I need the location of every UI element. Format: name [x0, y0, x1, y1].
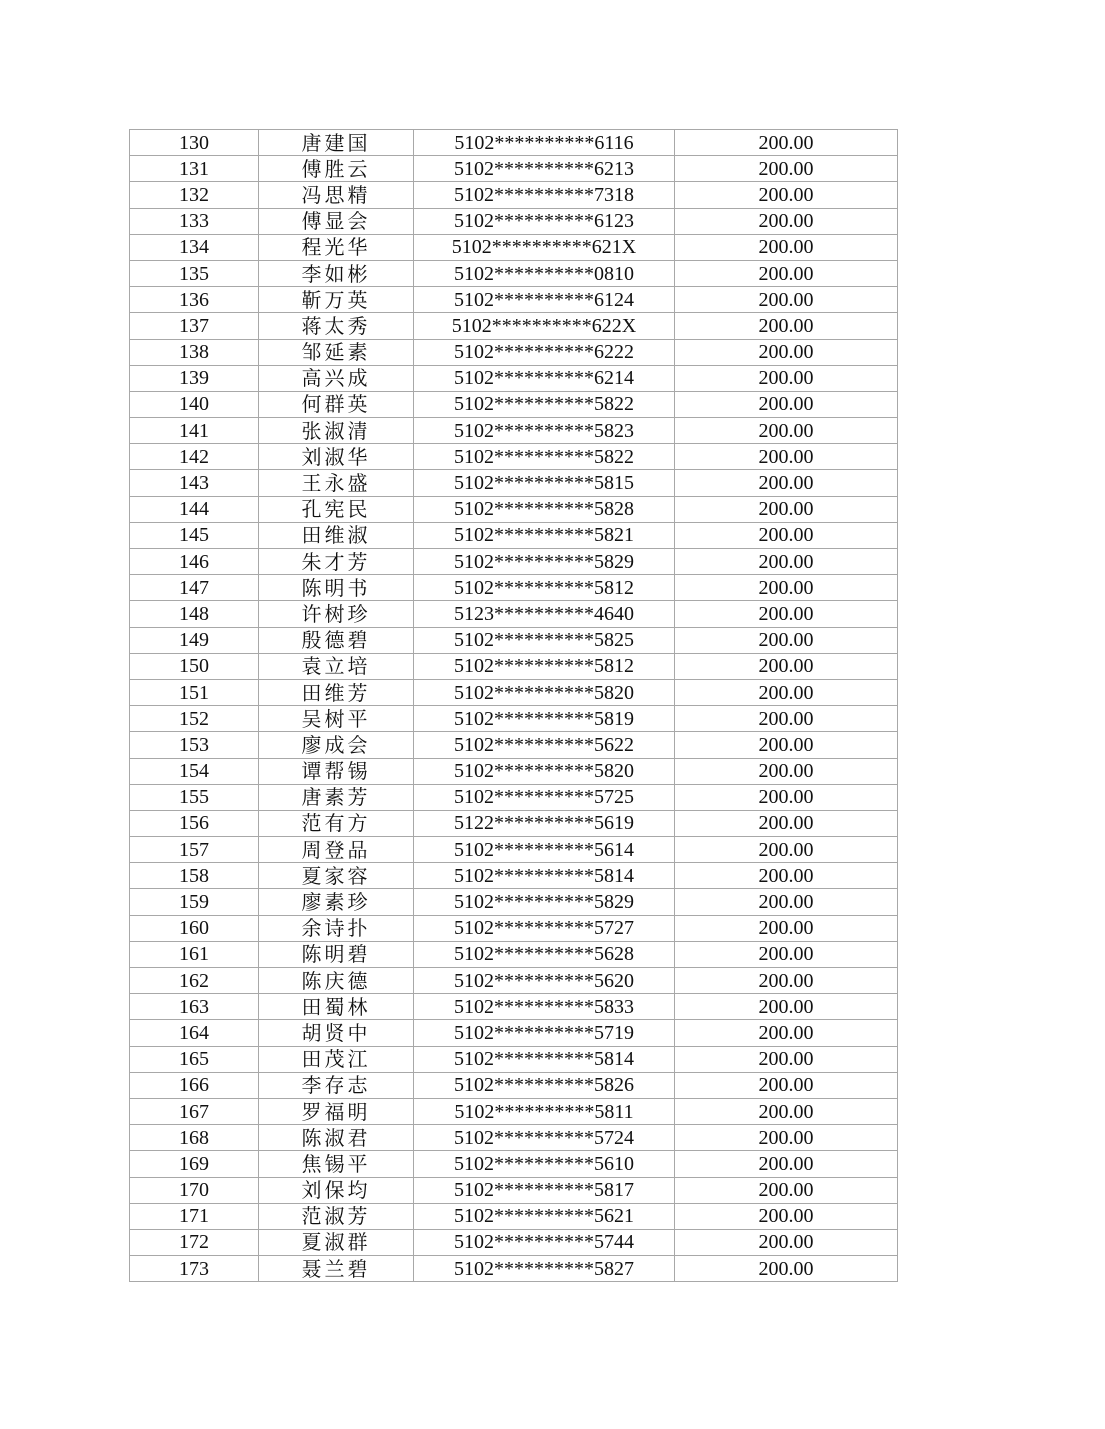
name-cell: 袁立培: [259, 653, 414, 679]
id-number-cell: 5102**********5719: [414, 1020, 675, 1046]
table-row: [130, 653, 898, 679]
row-number-cell: 137: [130, 313, 259, 339]
row-number-cell: 143: [130, 470, 259, 496]
table-row: [130, 863, 898, 889]
name-cell: 朱才芳: [259, 549, 414, 575]
amount-cell: 200.00: [675, 679, 898, 705]
name-cell: 程光华: [259, 234, 414, 260]
table-row: [130, 522, 898, 548]
amount-cell: 200.00: [675, 1098, 898, 1124]
table-row: [130, 968, 898, 994]
table-row: [130, 1098, 898, 1124]
row-number-cell: 148: [130, 601, 259, 627]
table-row: [130, 208, 898, 234]
name-cell: 刘保均: [259, 1177, 414, 1203]
amount-cell: 200.00: [675, 130, 898, 156]
name-cell: 范淑芳: [259, 1203, 414, 1229]
amount-cell: 200.00: [675, 732, 898, 758]
table-row: [130, 339, 898, 365]
id-number-cell: 5102**********5821: [414, 522, 675, 548]
name-cell: 唐素芳: [259, 784, 414, 810]
row-number-cell: 152: [130, 706, 259, 732]
name-cell: 焦锡平: [259, 1151, 414, 1177]
id-number-cell: 5102**********5817: [414, 1177, 675, 1203]
name-cell: 李存志: [259, 1072, 414, 1098]
row-number-cell: 141: [130, 418, 259, 444]
amount-cell: 200.00: [675, 575, 898, 601]
table-row: [130, 627, 898, 653]
table-row: [130, 915, 898, 941]
name-cell: 张淑清: [259, 418, 414, 444]
name-cell: 陈明碧: [259, 941, 414, 967]
id-number-cell: 5102**********5814: [414, 1046, 675, 1072]
table-row: [130, 1203, 898, 1229]
table-row: [130, 1020, 898, 1046]
row-number-cell: 146: [130, 549, 259, 575]
name-cell: 陈庆德: [259, 968, 414, 994]
amount-cell: 200.00: [675, 1072, 898, 1098]
table-row: [130, 287, 898, 313]
amount-cell: 200.00: [675, 994, 898, 1020]
name-cell: 吴树平: [259, 706, 414, 732]
amount-cell: 200.00: [675, 1125, 898, 1151]
amount-cell: 200.00: [675, 260, 898, 286]
row-number-cell: 170: [130, 1177, 259, 1203]
id-number-cell: 5102**********5826: [414, 1072, 675, 1098]
id-number-cell: 5102**********5727: [414, 915, 675, 941]
amount-cell: 200.00: [675, 1203, 898, 1229]
row-number-cell: 145: [130, 522, 259, 548]
row-number-cell: 149: [130, 627, 259, 653]
row-number-cell: 167: [130, 1098, 259, 1124]
amount-cell: 200.00: [675, 234, 898, 260]
row-number-cell: 144: [130, 496, 259, 522]
row-number-cell: 154: [130, 758, 259, 784]
id-number-cell: 5102**********6124: [414, 287, 675, 313]
row-number-cell: 132: [130, 182, 259, 208]
id-number-cell: 5102**********5828: [414, 496, 675, 522]
row-number-cell: 168: [130, 1125, 259, 1151]
amount-cell: 200.00: [675, 313, 898, 339]
table-row: [130, 994, 898, 1020]
row-number-cell: 140: [130, 391, 259, 417]
amount-cell: 200.00: [675, 627, 898, 653]
table-row: [130, 365, 898, 391]
id-number-cell: 5123**********4640: [414, 601, 675, 627]
id-number-cell: 5102**********0810: [414, 260, 675, 286]
row-number-cell: 157: [130, 837, 259, 863]
amount-cell: 200.00: [675, 339, 898, 365]
name-cell: 傅显会: [259, 208, 414, 234]
table-row: [130, 418, 898, 444]
id-number-cell: 5102**********5622: [414, 732, 675, 758]
name-cell: 高兴成: [259, 365, 414, 391]
row-number-cell: 133: [130, 208, 259, 234]
row-number-cell: 161: [130, 941, 259, 967]
amount-cell: 200.00: [675, 208, 898, 234]
id-number-cell: 5102**********6123: [414, 208, 675, 234]
id-number-cell: 5102**********6116: [414, 130, 675, 156]
payment-table: [129, 129, 898, 1282]
row-number-cell: 171: [130, 1203, 259, 1229]
table-row: [130, 810, 898, 836]
row-number-cell: 172: [130, 1229, 259, 1255]
row-number-cell: 153: [130, 732, 259, 758]
name-cell: 胡贤中: [259, 1020, 414, 1046]
row-number-cell: 142: [130, 444, 259, 470]
table-row: [130, 182, 898, 208]
id-number-cell: 5102**********5814: [414, 863, 675, 889]
id-number-cell: 5102**********5825: [414, 627, 675, 653]
id-number-cell: 5102**********6213: [414, 156, 675, 182]
table-row: [130, 575, 898, 601]
amount-cell: 200.00: [675, 706, 898, 732]
table-row: [130, 444, 898, 470]
amount-cell: 200.00: [675, 863, 898, 889]
table-row: [130, 758, 898, 784]
amount-cell: 200.00: [675, 1256, 898, 1282]
amount-cell: 200.00: [675, 549, 898, 575]
table-row: [130, 234, 898, 260]
name-cell: 谭帮锡: [259, 758, 414, 784]
row-number-cell: 169: [130, 1151, 259, 1177]
id-number-cell: 5102**********5811: [414, 1098, 675, 1124]
amount-cell: 200.00: [675, 758, 898, 784]
id-number-cell: 5102**********5819: [414, 706, 675, 732]
table-row: [130, 391, 898, 417]
table-row: [130, 496, 898, 522]
amount-cell: 200.00: [675, 837, 898, 863]
name-cell: 范有方: [259, 810, 414, 836]
row-number-cell: 162: [130, 968, 259, 994]
name-cell: 聂兰碧: [259, 1256, 414, 1282]
name-cell: 靳万英: [259, 287, 414, 313]
name-cell: 廖素珍: [259, 889, 414, 915]
id-number-cell: 5122**********5619: [414, 810, 675, 836]
name-cell: 余诗扑: [259, 915, 414, 941]
id-number-cell: 5102**********5725: [414, 784, 675, 810]
id-number-cell: 5102**********5827: [414, 1256, 675, 1282]
id-number-cell: 5102**********5815: [414, 470, 675, 496]
id-number-cell: 5102**********5812: [414, 653, 675, 679]
table-row: [130, 1177, 898, 1203]
id-number-cell: 5102**********5829: [414, 549, 675, 575]
name-cell: 冯思精: [259, 182, 414, 208]
id-number-cell: 5102**********5822: [414, 391, 675, 417]
name-cell: 唐建国: [259, 130, 414, 156]
amount-cell: 200.00: [675, 1046, 898, 1072]
id-number-cell: 5102**********5614: [414, 837, 675, 863]
row-number-cell: 160: [130, 915, 259, 941]
row-number-cell: 173: [130, 1256, 259, 1282]
table-row: [130, 1256, 898, 1282]
table-row: [130, 1046, 898, 1072]
amount-cell: 200.00: [675, 1151, 898, 1177]
amount-cell: 200.00: [675, 601, 898, 627]
row-number-cell: 135: [130, 260, 259, 286]
name-cell: 殷德碧: [259, 627, 414, 653]
id-number-cell: 5102**********5812: [414, 575, 675, 601]
id-number-cell: 5102**********5822: [414, 444, 675, 470]
name-cell: 夏淑群: [259, 1229, 414, 1255]
row-number-cell: 136: [130, 287, 259, 313]
row-number-cell: 138: [130, 339, 259, 365]
name-cell: 孔宪民: [259, 496, 414, 522]
id-number-cell: 5102**********5744: [414, 1229, 675, 1255]
amount-cell: 200.00: [675, 1229, 898, 1255]
name-cell: 邹延素: [259, 339, 414, 365]
id-number-cell: 5102**********5829: [414, 889, 675, 915]
row-number-cell: 131: [130, 156, 259, 182]
amount-cell: 200.00: [675, 522, 898, 548]
table-row: [130, 889, 898, 915]
amount-cell: 200.00: [675, 496, 898, 522]
name-cell: 夏家容: [259, 863, 414, 889]
amount-cell: 200.00: [675, 1177, 898, 1203]
id-number-cell: 5102**********5620: [414, 968, 675, 994]
row-number-cell: 159: [130, 889, 259, 915]
amount-cell: 200.00: [675, 444, 898, 470]
name-cell: 田蜀林: [259, 994, 414, 1020]
id-number-cell: 5102**********5820: [414, 679, 675, 705]
table-row: [130, 313, 898, 339]
table-row: [130, 1151, 898, 1177]
name-cell: 何群英: [259, 391, 414, 417]
table-row: [130, 470, 898, 496]
table-row: [130, 837, 898, 863]
table-row: [130, 941, 898, 967]
id-number-cell: 5102**********622X: [414, 313, 675, 339]
id-number-cell: 5102**********5610: [414, 1151, 675, 1177]
amount-cell: 200.00: [675, 1020, 898, 1046]
amount-cell: 200.00: [675, 784, 898, 810]
row-number-cell: 151: [130, 679, 259, 705]
id-number-cell: 5102**********6222: [414, 339, 675, 365]
table-row: [130, 732, 898, 758]
amount-cell: 200.00: [675, 653, 898, 679]
name-cell: 刘淑华: [259, 444, 414, 470]
name-cell: 陈淑君: [259, 1125, 414, 1151]
id-number-cell: 5102**********7318: [414, 182, 675, 208]
table-row: [130, 260, 898, 286]
row-number-cell: 139: [130, 365, 259, 391]
table-row: [130, 679, 898, 705]
row-number-cell: 166: [130, 1072, 259, 1098]
table-row: [130, 706, 898, 732]
amount-cell: 200.00: [675, 418, 898, 444]
name-cell: 田茂江: [259, 1046, 414, 1072]
name-cell: 田维芳: [259, 679, 414, 705]
row-number-cell: 134: [130, 234, 259, 260]
name-cell: 许树珍: [259, 601, 414, 627]
amount-cell: 200.00: [675, 391, 898, 417]
table-row: [130, 601, 898, 627]
row-number-cell: 158: [130, 863, 259, 889]
id-number-cell: 5102**********5820: [414, 758, 675, 784]
row-number-cell: 130: [130, 130, 259, 156]
id-number-cell: 5102**********5823: [414, 418, 675, 444]
row-number-cell: 156: [130, 810, 259, 836]
id-number-cell: 5102**********6214: [414, 365, 675, 391]
amount-cell: 200.00: [675, 470, 898, 496]
row-number-cell: 164: [130, 1020, 259, 1046]
name-cell: 周登品: [259, 837, 414, 863]
name-cell: 蒋太秀: [259, 313, 414, 339]
row-number-cell: 163: [130, 994, 259, 1020]
row-number-cell: 155: [130, 784, 259, 810]
table-row: [130, 784, 898, 810]
amount-cell: 200.00: [675, 915, 898, 941]
table-row: [130, 156, 898, 182]
id-number-cell: 5102**********5628: [414, 941, 675, 967]
amount-cell: 200.00: [675, 810, 898, 836]
amount-cell: 200.00: [675, 287, 898, 313]
amount-cell: 200.00: [675, 365, 898, 391]
row-number-cell: 147: [130, 575, 259, 601]
table-body: [130, 130, 898, 1282]
name-cell: 廖成会: [259, 732, 414, 758]
row-number-cell: 165: [130, 1046, 259, 1072]
table-row: [130, 1125, 898, 1151]
id-number-cell: 5102**********5724: [414, 1125, 675, 1151]
name-cell: 李如彬: [259, 260, 414, 286]
name-cell: 田维淑: [259, 522, 414, 548]
table-row: [130, 130, 898, 156]
table-row: [130, 1229, 898, 1255]
table-row: [130, 549, 898, 575]
name-cell: 傅胜云: [259, 156, 414, 182]
id-number-cell: 5102**********5833: [414, 994, 675, 1020]
name-cell: 陈明书: [259, 575, 414, 601]
amount-cell: 200.00: [675, 156, 898, 182]
row-number-cell: 150: [130, 653, 259, 679]
amount-cell: 200.00: [675, 889, 898, 915]
id-number-cell: 5102**********5621: [414, 1203, 675, 1229]
table-row: [130, 1072, 898, 1098]
id-number-cell: 5102**********621X: [414, 234, 675, 260]
amount-cell: 200.00: [675, 968, 898, 994]
amount-cell: 200.00: [675, 941, 898, 967]
name-cell: 罗福明: [259, 1098, 414, 1124]
name-cell: 王永盛: [259, 470, 414, 496]
amount-cell: 200.00: [675, 182, 898, 208]
